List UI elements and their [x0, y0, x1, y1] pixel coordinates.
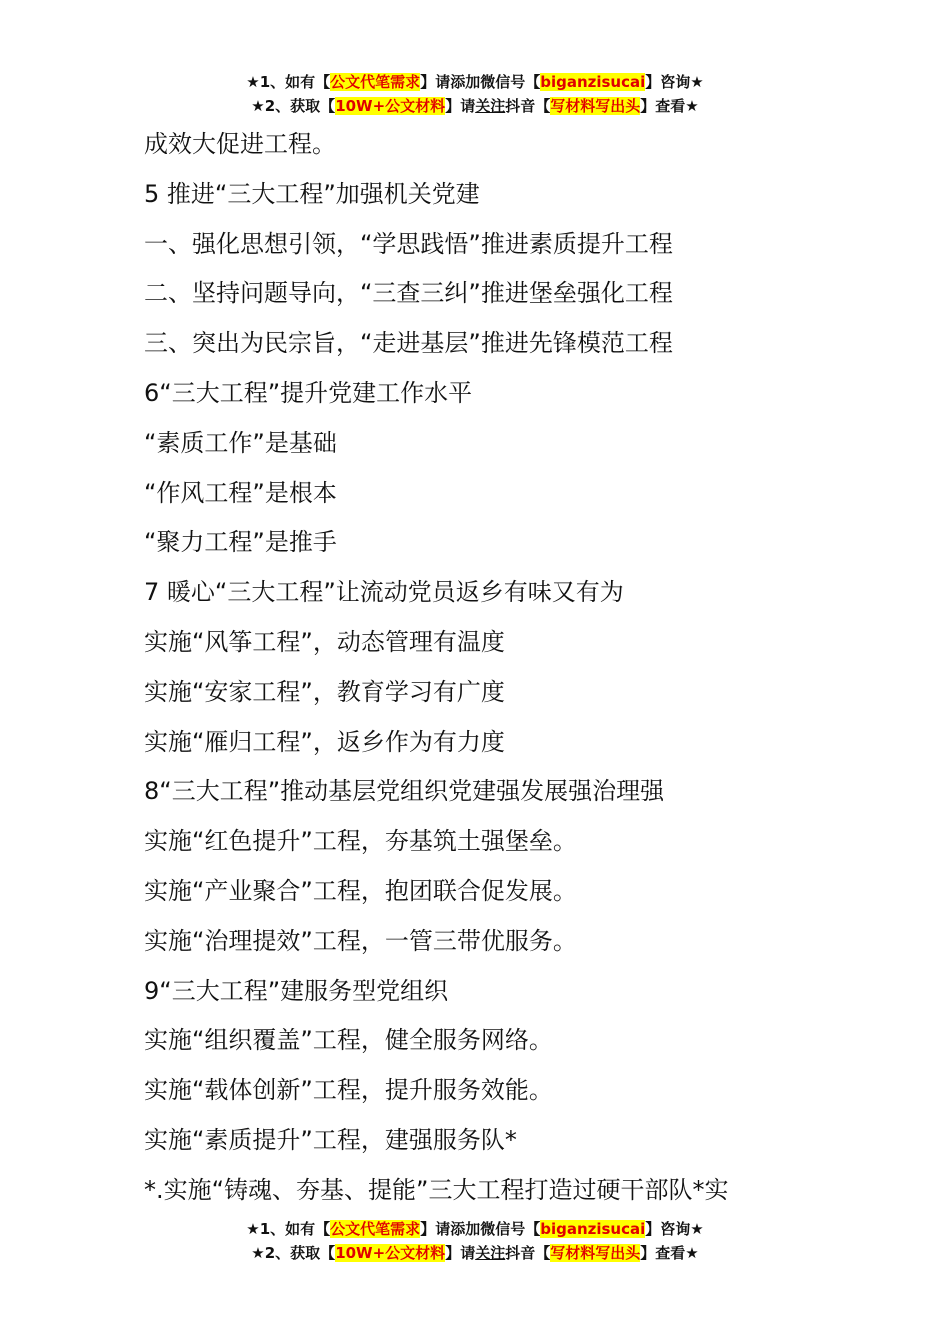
body-line: 实施“风筝工程”，动态管理有温度	[144, 627, 505, 656]
body-line: 成效大促进工程。	[144, 130, 336, 158]
highlight-materials: 10W+公文材料	[335, 1244, 446, 1262]
section-heading: 6“三大工程”提升党建工作水平	[144, 378, 473, 407]
body-line: 实施“雁归工程”，返乡作为有力度	[144, 727, 505, 756]
body-line: 实施“产业聚合”工程，抱团联合促发展。	[144, 876, 577, 905]
body-line: 实施“安家工程”，教育学习有广度	[144, 677, 505, 706]
highlight-service: 公文代笔需求	[330, 1220, 421, 1238]
highlight-douyin: 写材料写出头	[550, 97, 641, 115]
body-line: 实施“红色提升”工程，夯基筑土强堡垒。	[144, 827, 577, 856]
banner-line-2: ★2、获取【10W+公文材料】请关注抖音【写材料写出头】查看★	[251, 97, 699, 115]
banner-line-1: ★1、如有【公文代笔需求】请添加微信号【biganzisucai】咨询★	[246, 73, 704, 91]
section-heading: 7 暖心“三大工程”让流动党员返乡有味又有为	[144, 578, 624, 607]
body-line: 实施“素质提升”工程，建强服务队*	[144, 1125, 517, 1154]
body-line: 实施“载体创新”工程，提升服务效能。	[144, 1076, 553, 1105]
body-line: *.实施“铸魂、夯基、提能”三大工程打造过硬干部队*实	[144, 1175, 729, 1204]
highlight-materials: 10W+公文材料	[335, 97, 446, 115]
footer-banner	[0, 1217, 950, 1265]
banner-line-1: ★1、如有【公文代笔需求】请添加微信号【biganzisucai】咨询★	[246, 1220, 704, 1238]
highlight-wechat-id: biganzisucai	[540, 73, 646, 91]
body-line: “作风工程”是根本	[144, 478, 337, 507]
body-line: 实施“组织覆盖”工程，健全服务网络。	[144, 1026, 553, 1055]
header-banner	[0, 70, 950, 118]
section-heading: 9“三大工程”建服务型党组织	[144, 976, 449, 1005]
highlight-wechat-id: biganzisucai	[540, 1220, 646, 1238]
section-heading: 5 推进“三大工程”加强机关党建	[144, 179, 480, 208]
body-line: 二、坚持问题导向，“三查三纠”推进堡垒强化工程	[144, 279, 673, 308]
section-heading: 8“三大工程”推动基层党组织党建强发展强治理强	[144, 777, 665, 806]
banner-line-2: ★2、获取【10W+公文材料】请关注抖音【写材料写出头】查看★	[251, 1244, 699, 1262]
body-line: 一、强化思想引领，“学思践悟”推进素质提升工程	[144, 229, 673, 258]
body-line: 三、突出为民宗旨，“走进基层”推进先锋模范工程	[144, 329, 673, 358]
document-body	[144, 120, 864, 1216]
highlight-service: 公文代笔需求	[330, 73, 421, 91]
body-line: 实施“治理提效”工程，一管三带优服务。	[144, 926, 577, 955]
body-line: “素质工作”是基础	[144, 428, 337, 457]
body-line: “聚力工程”是推手	[144, 528, 337, 557]
highlight-douyin: 写材料写出头	[550, 1244, 641, 1262]
